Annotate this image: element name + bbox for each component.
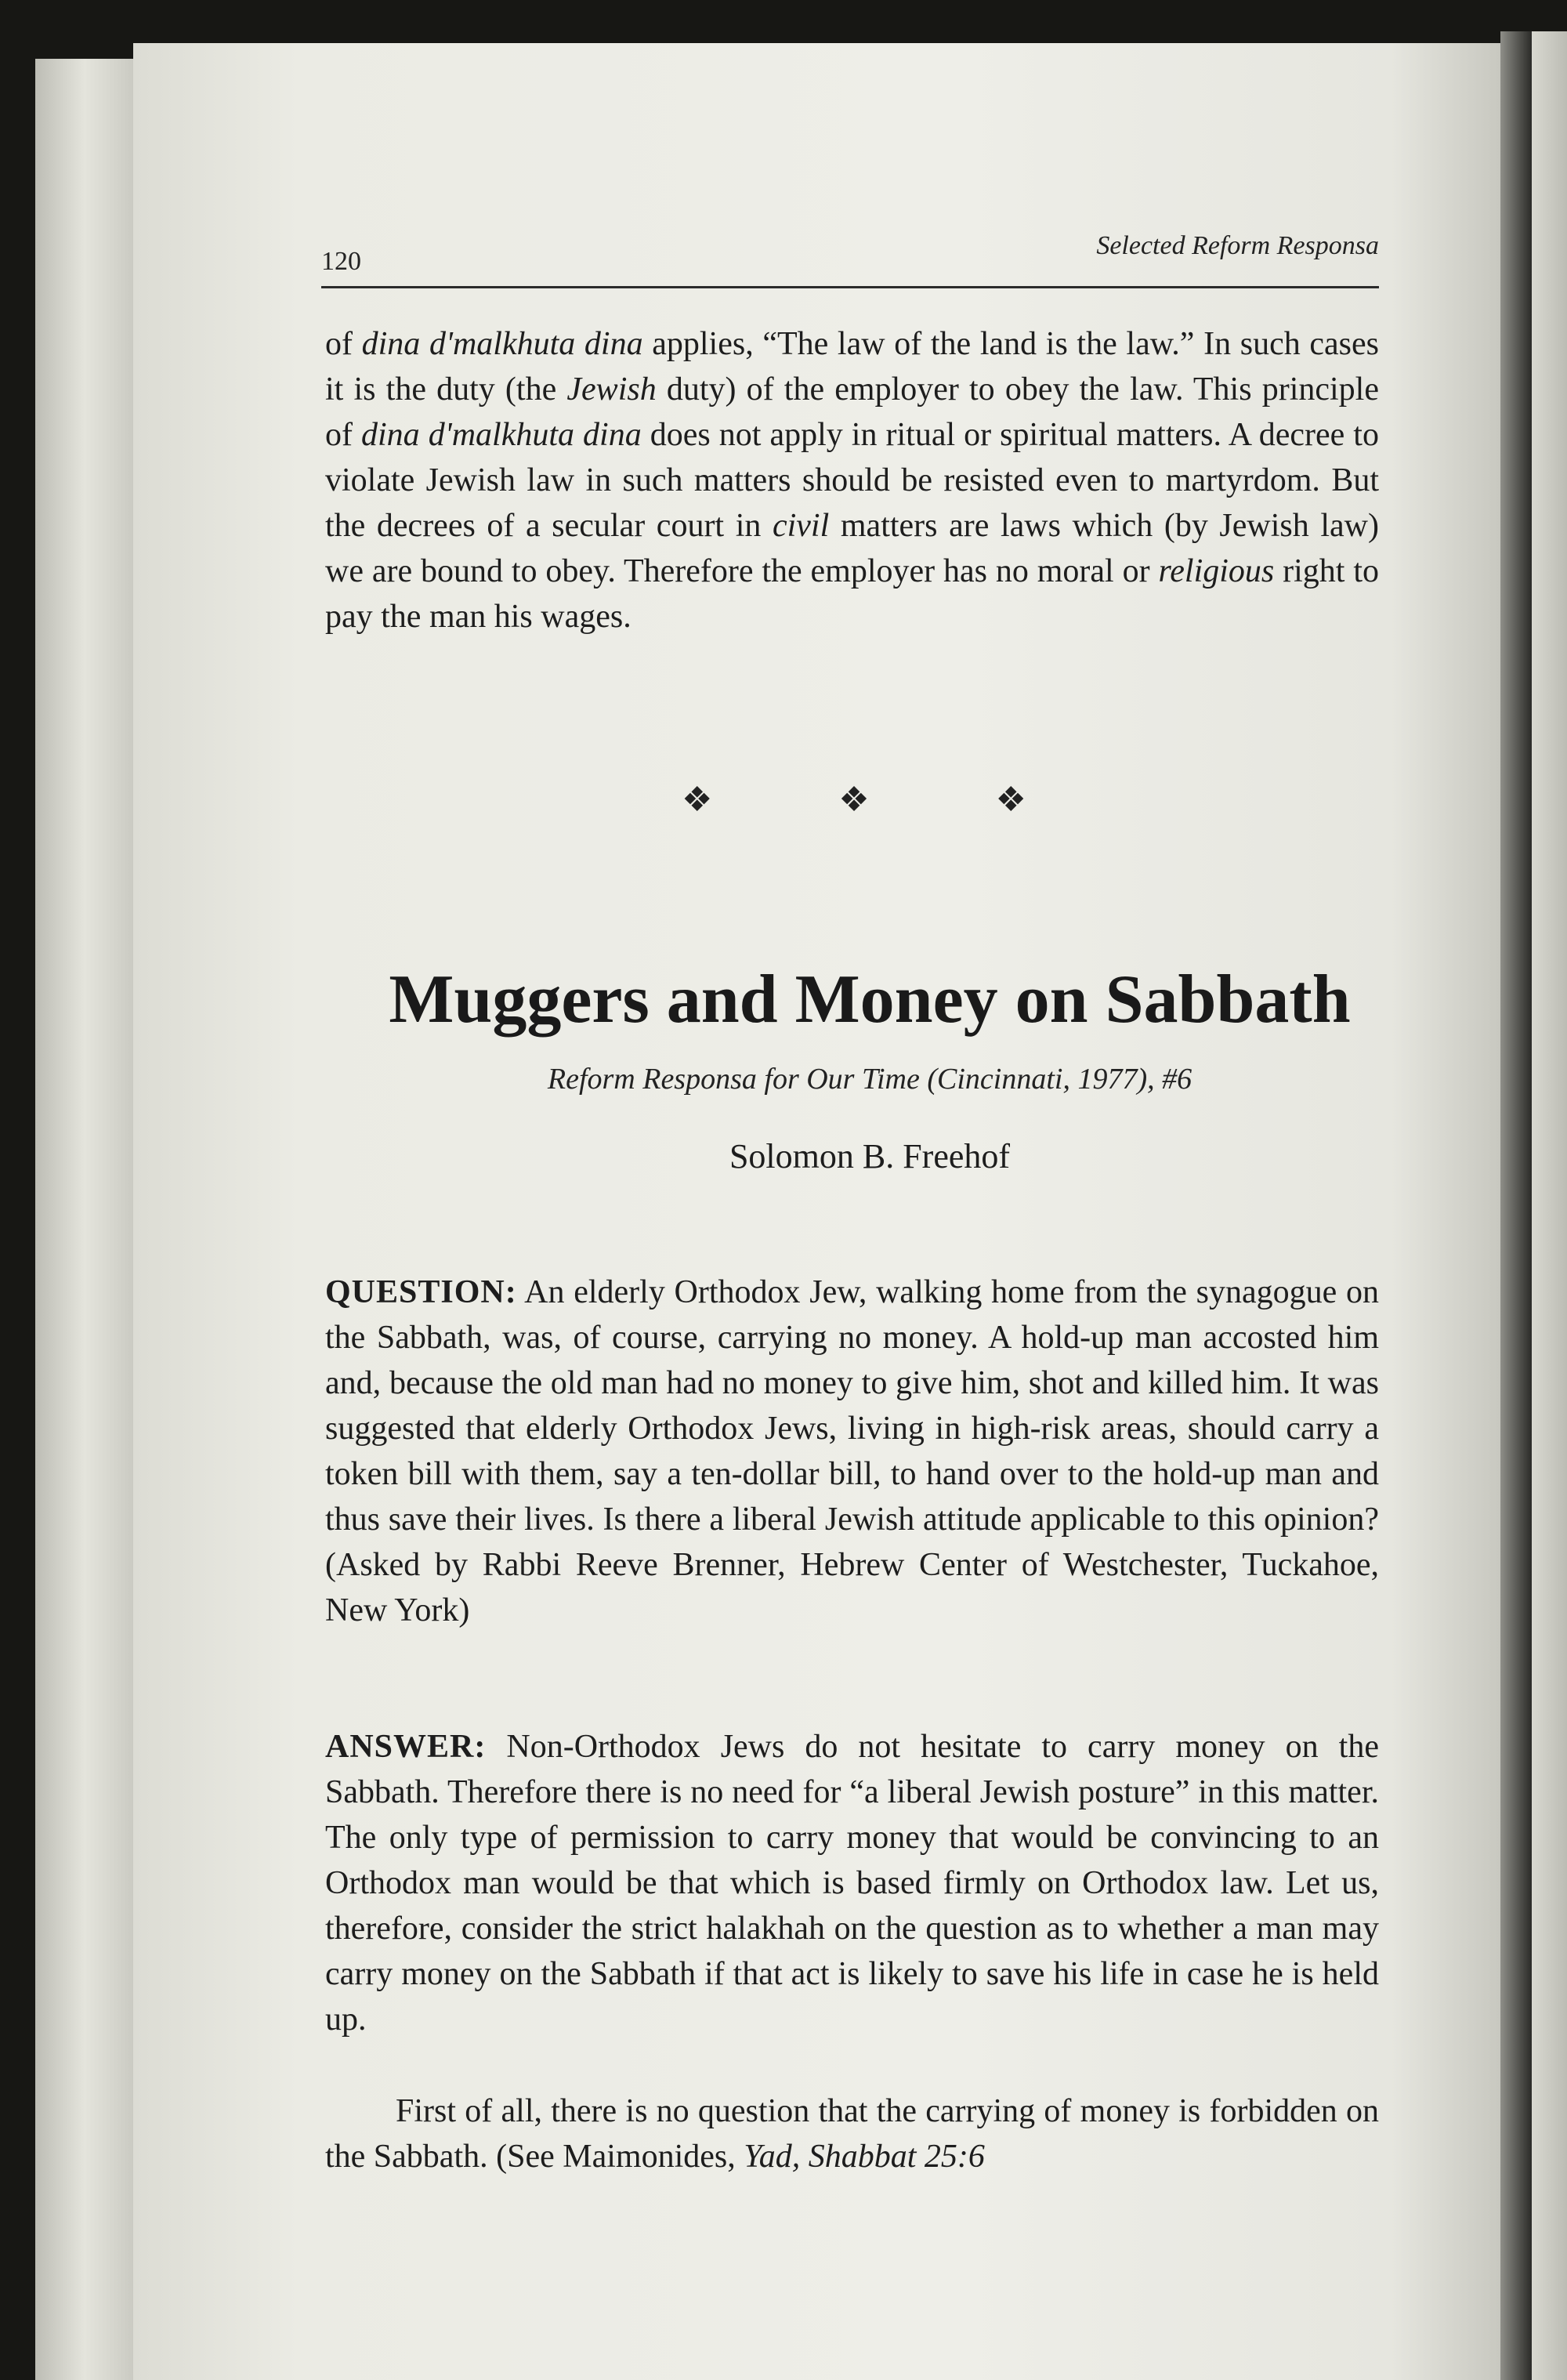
book-page-edges <box>35 59 145 2380</box>
ornament-icon: ❖ <box>995 781 1026 819</box>
page-header <box>321 231 1379 288</box>
text-run: duty) of the employer to obey the law. This principle of <box>325 371 1379 453</box>
book-gutter <box>1500 31 1532 2380</box>
continuation-paragraph <box>325 321 1379 639</box>
answer-label: ANSWER: <box>325 1729 487 1765</box>
answer-text: Non-Orthodox Jews do not hesitate to carry money on the Sabbath. Therefore there is no need for “a liberal Jewish posture” in this matter. The only type of permission to carry money that would be convincing to an Orthodox man would be that which is based firmly on Orthodox law. Let us, therefore, consider the strict halakhah on the question as to whether a man may carry money on the Sabbath if that act is likely to save his life in case he is held up. <box>325 1729 1379 2038</box>
text-run: of <box>325 326 362 362</box>
text-run: does not apply in ritual or spiritual matters. A decree to violate Jewish law in such matters should be resisted even to martyrdom. But the decrees of a secular court in <box>325 417 1379 544</box>
answer-paragraph-2 <box>325 2088 1379 2179</box>
article-title: Muggers and Money on Sabbath <box>389 962 1351 1038</box>
next-page-edge <box>1532 31 1567 2380</box>
question-text: An elderly Orthodox Jew, walking home from the synagogue on the Sabbath, was, of course, carrying no money. A hold-up man accosted him and, because the old man had no money to give him, shot and killed him. It was suggested that elderly Orthodox Jews, living in high-risk areas, should carry a token bill with them, say a ten-dollar bill, to hand over to the hold-up man and thus save their lives. Is there a liberal Jewish attitude applicable to this opinion? (Asked by Rabbi Reeve Brenner, Hebrew Center of Westchester, Tuckahoe, New York) <box>325 1274 1379 1628</box>
italic-term: religious <box>1158 553 1275 589</box>
text-run: right to pay the man his wages. <box>325 553 1379 635</box>
italic-term: civil <box>772 508 830 544</box>
italic-term: Jewish <box>566 371 657 408</box>
italic-term: dina d'malkhuta dina <box>361 417 642 453</box>
answer-paragraph <box>325 1724 1379 2042</box>
page-number: 120 <box>321 247 361 276</box>
question-label: QUESTION: <box>325 1274 517 1310</box>
ornament-icon: ❖ <box>682 781 713 819</box>
text-run: matters are laws which (by Jewish law) we are bound to obey. Therefore the employer has no moral or <box>325 508 1379 589</box>
ornament-icon: ❖ <box>838 781 870 819</box>
italic-citation: Yad, Shabbat 25:6 <box>744 2139 985 2175</box>
text-run: First of all, there is no question that the carrying of money is forbidden on the Sabbath. (See Maimonides, <box>325 2093 1379 2175</box>
article-source: Reform Responsa for Our Time (Cincinnati, 1977), #6 <box>547 1063 1192 1096</box>
italic-term: dina d'malkhuta dina <box>361 326 643 362</box>
running-head: Selected Reform Responsa <box>1096 231 1379 260</box>
article-author: Solomon B. Freehof <box>729 1137 1011 1176</box>
question-paragraph <box>325 1270 1379 1633</box>
text-run: applies, “The law of the land is the law.” In such cases it is the duty (the <box>325 326 1379 408</box>
section-break-ornaments <box>682 780 1026 820</box>
